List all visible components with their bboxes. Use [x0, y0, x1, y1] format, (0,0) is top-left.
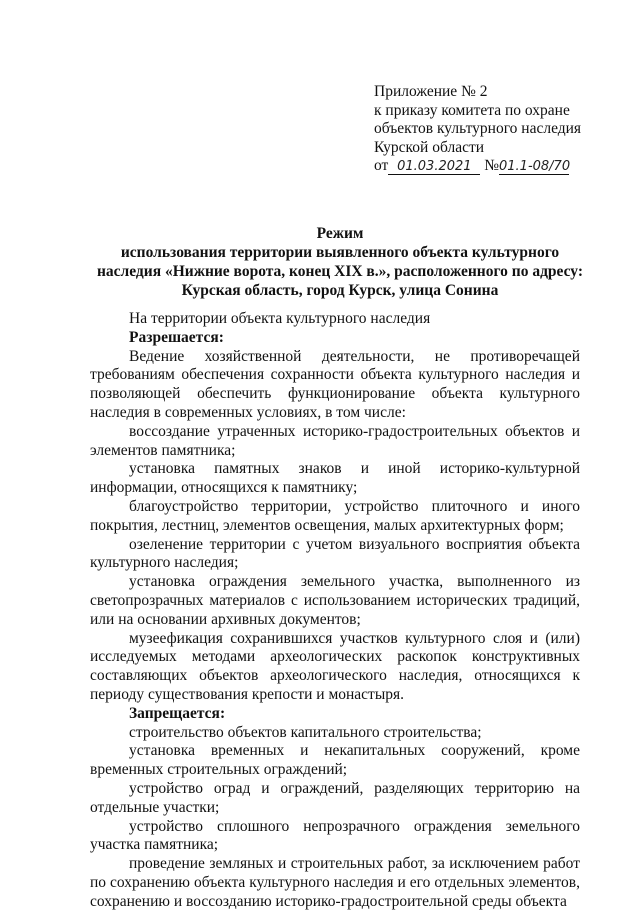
forbidden-heading: Запрещается: [129, 704, 226, 722]
document-body [90, 310, 580, 912]
title-line: наследия «Нижние ворота, конец XIX в.», расположенного по адресу: [97, 263, 583, 280]
allowed-item: установка ограждения земельного участка, выполненного из светопрозрачных материалов с использованием исторических традиций, или на основании архивных документов; [90, 573, 580, 628]
allowed-item: воссоздание утраченных историко-градостроительных объектов и элементов памятника; [90, 422, 580, 459]
appendix-line: объектов культурного наследия [374, 120, 582, 137]
order-number: 01.1-08/70 [499, 159, 571, 174]
from-label: от [374, 157, 389, 174]
allowed-item: установка памятных знаков и иной историко-культурной информации, относящихся к памятнику; [90, 460, 580, 497]
number-label: № [484, 157, 499, 174]
document-title [90, 224, 590, 300]
appendix-block [374, 83, 614, 176]
allowed-heading: Разрешается: [129, 328, 224, 346]
intro-paragraph: На территории объекта культурного наследия [129, 310, 431, 327]
appendix-line: Курской области [374, 138, 485, 156]
appendix-line: к приказу комитета по охране [374, 101, 570, 119]
allowed-item: музеефикация сохранившихся участков культурного слоя и (или) исследуемых методами археологических раскопок конструктивных составляющих объектов археологического наследия, относящихся к периоду существования крепости и монастыря. [90, 629, 580, 703]
title-line: Режим [316, 225, 364, 242]
forbidden-item: устройство оград и ограждений, разделяющих территорию на отдельные участки; [90, 779, 580, 816]
forbidden-item: проведение земляных и строительных работ, за исключением работ по сохранению объекта культурного наследия и его отдельных элементов, сохранению и воссозданию историко-градостроительной среды объекта [90, 855, 580, 910]
forbidden-item: устройство сплошного непрозрачного ограждения земельного участка памятника; [90, 817, 580, 854]
appendix-title: Приложение № 2 [374, 83, 488, 100]
forbidden-item: строительство объектов капитального строительства; [129, 723, 482, 741]
forbidden-item: установка временных и некапитальных сооружений, кроме временных строительных ограждений; [90, 742, 580, 779]
allowed-item: благоустройство территории, устройство плиточного и иного покрытия, лестниц, элементов освещения, малых архитектурных форм; [90, 497, 580, 534]
allowed-item: Ведение хозяйственной деятельности, не противоречащей требованиям обеспечения сохранности объекта культурного наследия и позволяющей обеспечить функционирование объекта культурного наследия в современных условиях, в том числе: [90, 347, 580, 421]
allowed-item: озеленение территории с учетом визуального восприятия объекта культурного наследия; [90, 535, 580, 572]
title-line: Курская область, город Курск, улица Сонина [181, 282, 499, 299]
order-date: 01.03.2021 [397, 159, 472, 174]
title-line: использования территории выявленного объекта культурного [120, 244, 560, 261]
order-reference [374, 157, 614, 176]
